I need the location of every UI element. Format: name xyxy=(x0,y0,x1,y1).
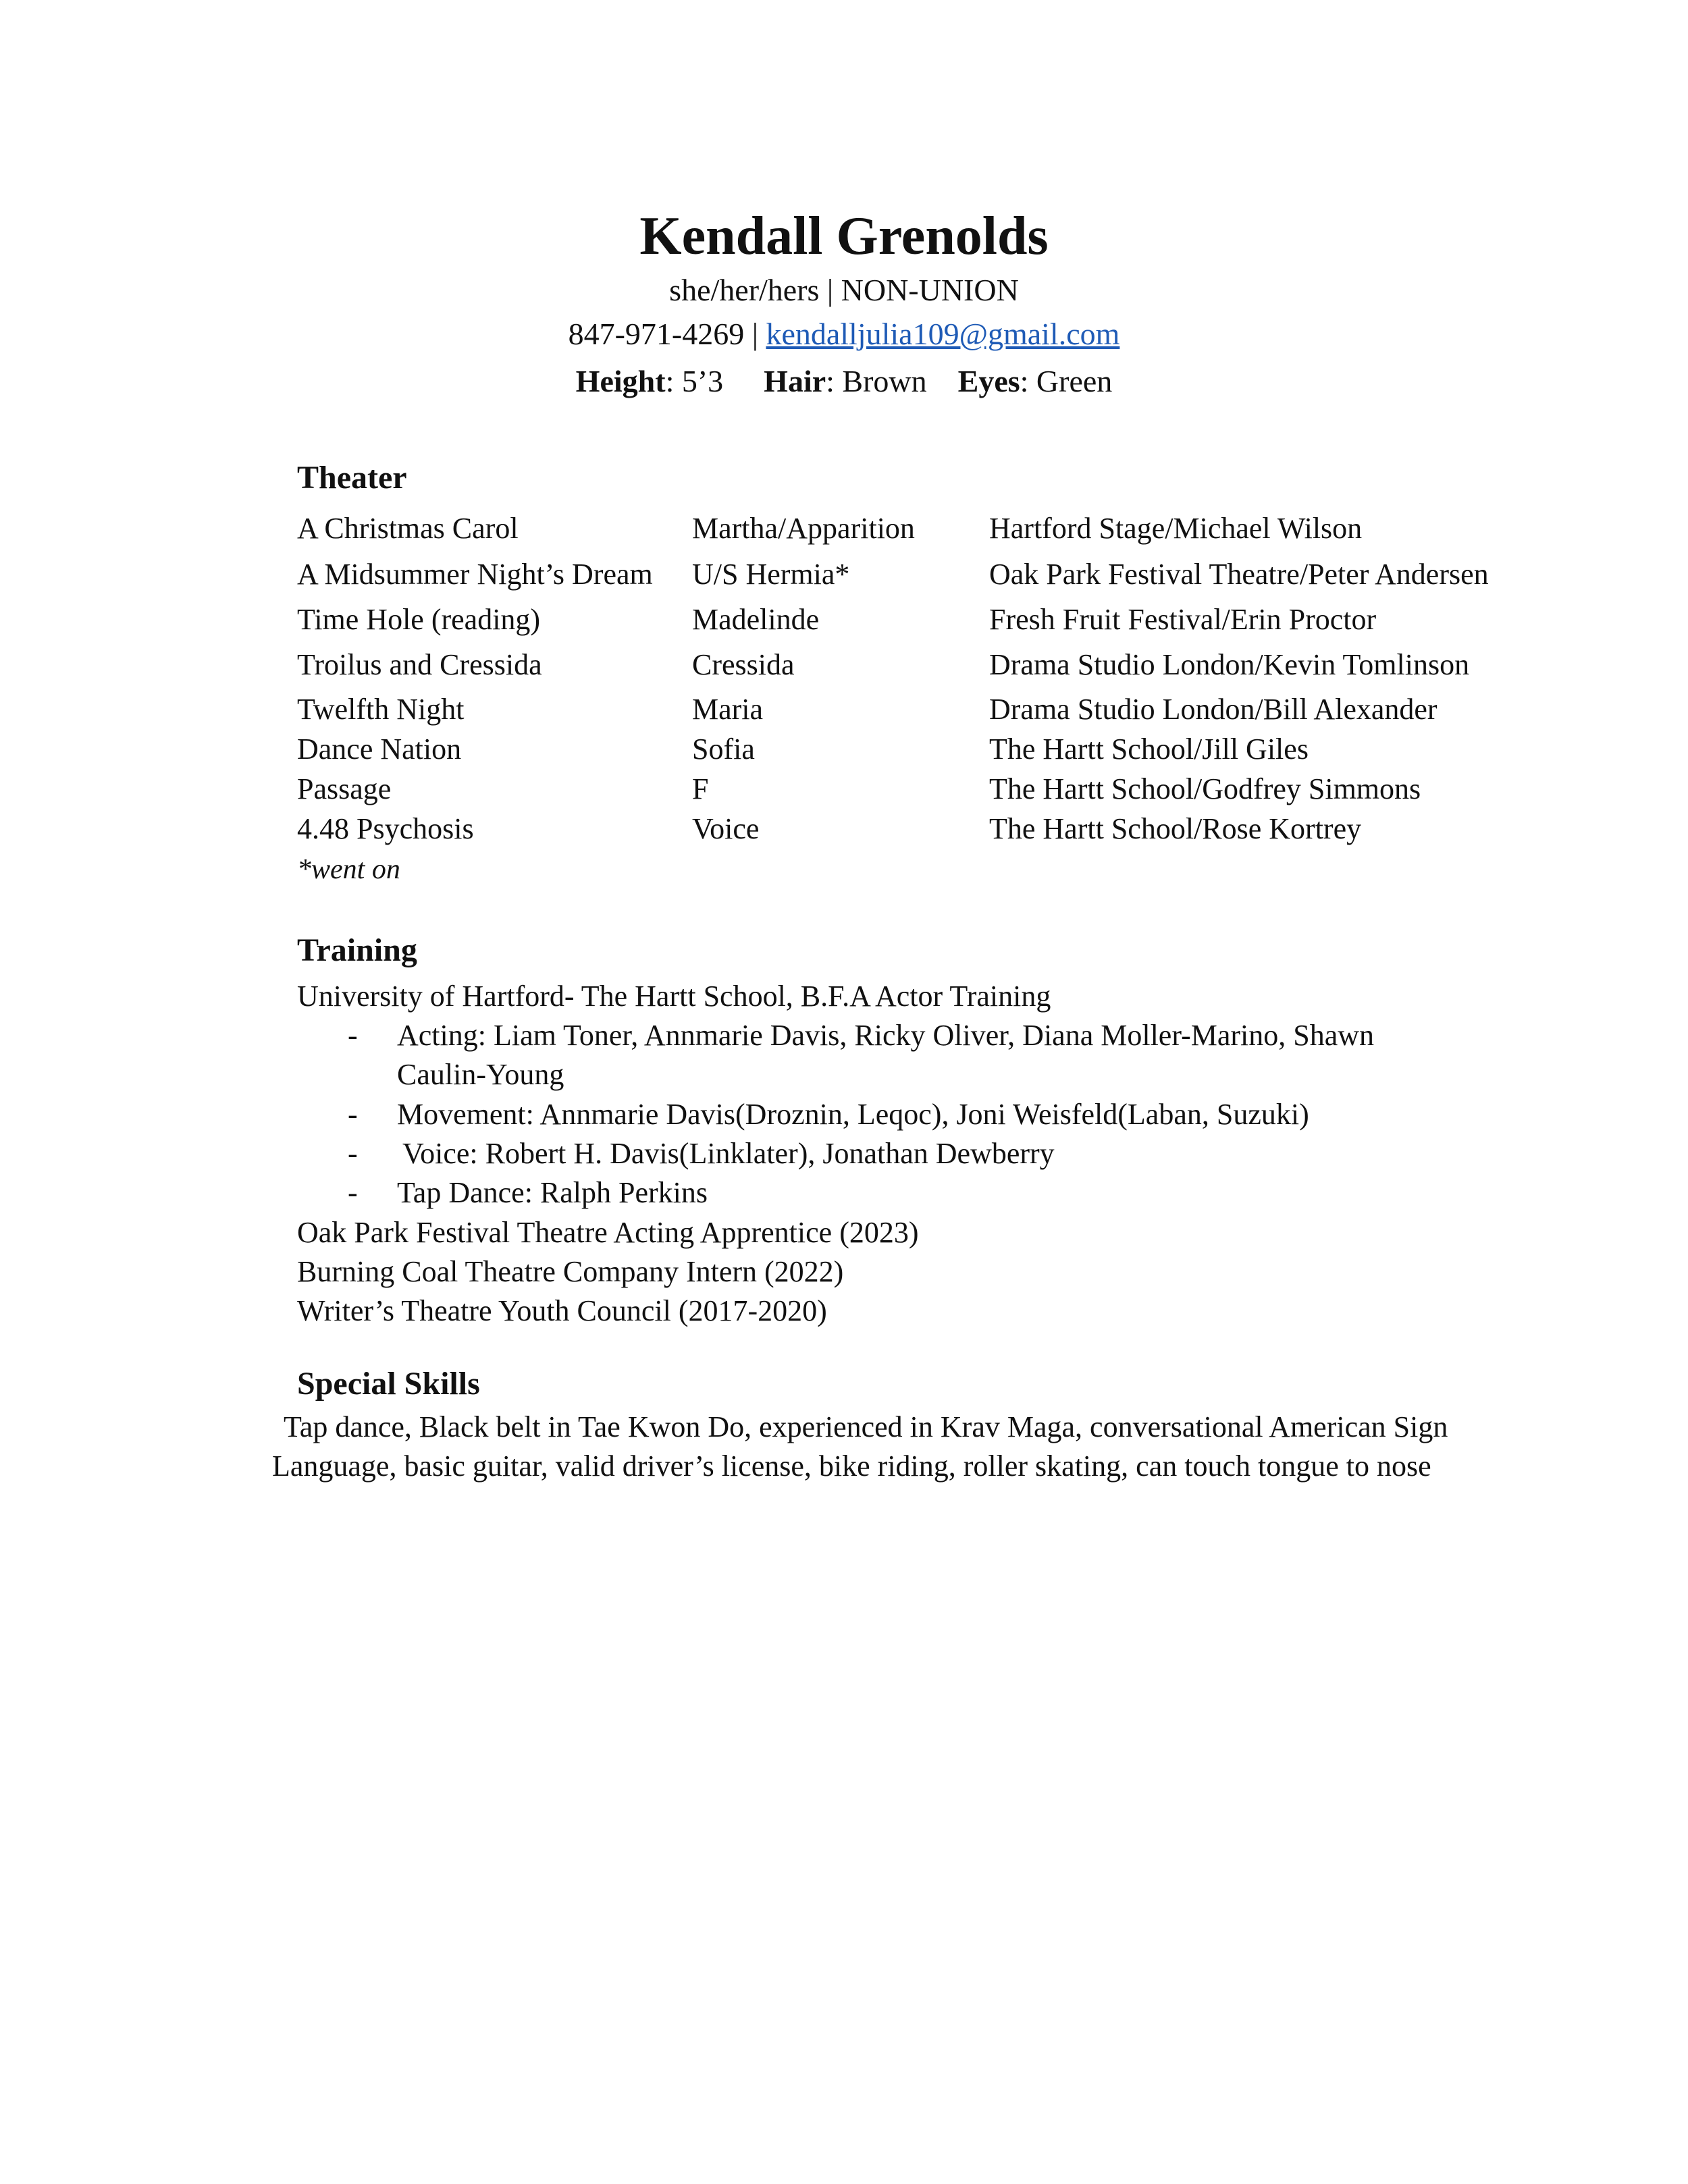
credit-role: Martha/Apparition xyxy=(692,512,915,545)
skills-line-1: Tap dance, Black belt in Tae Kwon Do, experienced in Krav Maga, conversational American Sign xyxy=(284,1410,1448,1443)
credit-venue: The Hartt School/Godfrey Simmons xyxy=(989,772,1421,805)
credit-row xyxy=(0,691,1688,728)
physical-stats xyxy=(0,361,1688,402)
list-dash: - xyxy=(348,1176,358,1209)
training-apprentice: Oak Park Festival Theatre Acting Apprentice (2023) xyxy=(297,1216,919,1249)
credit-row xyxy=(0,646,1688,684)
email-link[interactable]: kendalljulia109@gmail.com xyxy=(766,317,1120,351)
height-label: Height xyxy=(575,364,666,398)
contact-line xyxy=(0,314,1688,354)
credit-show: Troilus and Cressida xyxy=(297,648,542,681)
training-movement: Movement: Annmarie Davis(Droznin, Leqoc), Joni Weisfeld(Laban, Suzuki) xyxy=(397,1098,1309,1131)
training-youth-council: Writer’s Theatre Youth Council (2017-2020) xyxy=(297,1294,827,1327)
skills-line-2: Language, basic guitar, valid driver’s license, bike riding, roller skating, can touch tongue to nose xyxy=(272,1449,1431,1483)
credit-venue: The Hartt School/Jill Giles xyxy=(989,733,1309,766)
theater-heading: Theater xyxy=(297,460,407,496)
hair-value: : Brown xyxy=(826,364,927,398)
training-intern: Burning Coal Theatre Company Intern (2022) xyxy=(297,1255,844,1288)
credit-show: Time Hole (reading) xyxy=(297,603,541,636)
credit-row xyxy=(0,810,1688,848)
credit-role: Sofia xyxy=(692,733,755,766)
height-value: : 5’3 xyxy=(665,364,724,398)
credit-role: Madelinde xyxy=(692,603,820,636)
training-school: University of Hartford- The Hartt School, B.F.A Actor Training xyxy=(297,980,1051,1013)
credit-venue: The Hartt School/Rose Kortrey xyxy=(989,812,1362,845)
credit-venue: Fresh Fruit Festival/Erin Proctor xyxy=(989,603,1377,636)
credit-show: Passage xyxy=(297,772,392,805)
credit-show: Twelfth Night xyxy=(297,693,465,726)
credit-row xyxy=(0,601,1688,639)
credit-show: A Midsummer Night’s Dream xyxy=(297,558,653,591)
credit-show: 4.48 Psychosis xyxy=(297,812,474,845)
list-dash: - xyxy=(348,1019,358,1052)
credit-role: Cressida xyxy=(692,648,795,681)
training-tap: Tap Dance: Ralph Perkins xyxy=(397,1176,708,1209)
credit-role: Voice xyxy=(692,812,760,845)
credit-role: F xyxy=(692,772,709,805)
credit-venue: Oak Park Festival Theatre/Peter Andersen xyxy=(989,558,1489,591)
training-heading: Training xyxy=(297,932,417,968)
training-voice: Voice: Robert H. Davis(Linklater), Jonathan Dewberry xyxy=(402,1137,1055,1170)
special-skills-heading: Special Skills xyxy=(297,1366,480,1402)
credit-role: Maria xyxy=(692,693,764,726)
went-on-footnote: *went on xyxy=(297,854,400,885)
credit-venue: Drama Studio London/Kevin Tomlinson xyxy=(989,648,1470,681)
actor-name: Kendall Grenolds xyxy=(639,207,1049,266)
credit-show: Dance Nation xyxy=(297,733,462,766)
credit-row xyxy=(0,556,1688,593)
training-acting-cont: Caulin-Young xyxy=(397,1058,564,1091)
list-dash: - xyxy=(348,1137,358,1170)
eyes-label: Eyes xyxy=(957,364,1020,398)
training-acting: Acting: Liam Toner, Annmarie Davis, Ricky Oliver, Diana Moller-Marino, Shawn xyxy=(397,1019,1375,1052)
hair-label: Hair xyxy=(764,364,826,398)
credit-row xyxy=(0,730,1688,768)
eyes-value: : Green xyxy=(1020,364,1113,398)
credit-show: A Christmas Carol xyxy=(297,512,519,545)
credit-row xyxy=(0,510,1688,548)
list-dash: - xyxy=(348,1098,358,1131)
pronouns-union-status: she/her/hers | NON-UNION xyxy=(669,273,1019,307)
credit-role: U/S Hermia* xyxy=(692,558,850,591)
phone-number: 847-971-4269 | xyxy=(568,317,758,351)
credit-venue: Hartford Stage/Michael Wilson xyxy=(989,512,1363,545)
credit-venue: Drama Studio London/Bill Alexander xyxy=(989,693,1438,726)
credit-row xyxy=(0,770,1688,808)
